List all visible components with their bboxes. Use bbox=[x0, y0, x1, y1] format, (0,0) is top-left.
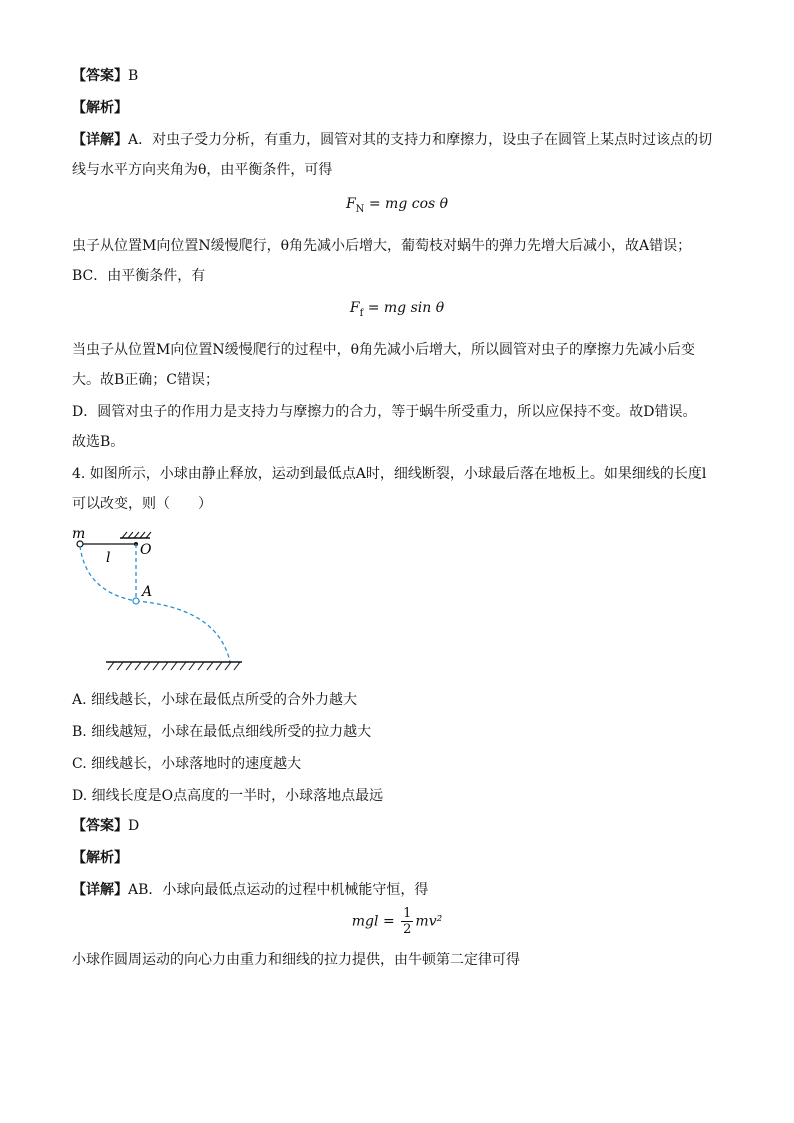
question-4-stem-b: 可以改变，则（ ） bbox=[72, 496, 212, 512]
q4-analysis-tag: 【解析】 bbox=[72, 850, 128, 866]
q4-paragraph-2: 小球作圆周运动的向心力由重力和细线的拉力提供，由牛顿第二定律可得 bbox=[72, 952, 520, 968]
paragraph-5: D．圆管对虫子的作用力是支持力与摩擦力的合力，等于蜗牛所受重力，所以应保持不变。故D错误。 bbox=[72, 404, 697, 420]
equation-energy: mgl = $\frac{1}{2}$ mv² bbox=[351, 906, 443, 937]
q4-detail-text: AB．小球向最低点运动的过程中机械能守恒，得 bbox=[128, 882, 429, 898]
detail-paragraph-1a bbox=[72, 130, 712, 150]
pendulum-diagram bbox=[68, 524, 248, 674]
option-c: C. 细线越长，小球落地时的速度越大 bbox=[72, 756, 302, 772]
detail-paragraph-1b: 线与水平方向夹角为θ，由平衡条件，可得 bbox=[72, 162, 333, 178]
paragraph-2: 虫子从位置M向位置N缓慢爬行，θ角先减小后增大，葡萄枝对蜗牛的弹力先增大后减小，故A错误； bbox=[72, 238, 692, 254]
answer-value: B bbox=[128, 68, 139, 84]
question-4-stem-a: 4. 如图所示，小球由静止释放，运动到最低点A时，细线断裂，小球最后落在地板上。如果细线的长度l bbox=[72, 466, 707, 482]
equation-normal-force: $F_N$ = mg cos θ bbox=[345, 196, 449, 215]
paragraph-3: BC．由平衡条件，有 bbox=[72, 268, 206, 284]
q4-detail-paragraph-1 bbox=[72, 880, 428, 900]
paragraph-4b: 大。故B正确；C错误； bbox=[72, 372, 219, 388]
equation-friction: $F_f$ = mg sin θ bbox=[349, 300, 445, 319]
label-m: m bbox=[72, 526, 86, 542]
detail-tag: 【详解】 bbox=[72, 132, 128, 148]
detail-text: A．对虫子受力分析，有重力，圆管对其的支持力和摩擦力，设虫子在圆管上某点时过该点的切 bbox=[128, 132, 713, 148]
option-b: B. 细线越短，小球在最低点细线所受的拉力越大 bbox=[72, 724, 372, 740]
analysis-tag: 【解析】 bbox=[72, 100, 128, 116]
paragraph-6: 故选B。 bbox=[72, 434, 125, 450]
q4-answer-value: D bbox=[128, 818, 140, 834]
label-a: A bbox=[142, 584, 153, 600]
label-l: l bbox=[106, 550, 111, 566]
q4-answer-line bbox=[72, 816, 139, 836]
q4-answer-tag: 【答案】 bbox=[72, 818, 128, 834]
answer-tag: 【答案】 bbox=[72, 68, 128, 84]
q4-detail-tag: 【详解】 bbox=[72, 882, 128, 898]
label-o: O bbox=[140, 542, 152, 558]
answer-line bbox=[72, 66, 138, 86]
option-d: D. 细线长度是O点高度的一半时，小球落地点最远 bbox=[72, 788, 384, 804]
option-a: A. 细线越长，小球在最低点所受的合外力越大 bbox=[72, 692, 358, 708]
paragraph-4a: 当虫子从位置M向位置N缓慢爬行的过程中，θ角先减小后增大，所以圆管对虫子的摩擦力先减小后变 bbox=[72, 342, 696, 358]
